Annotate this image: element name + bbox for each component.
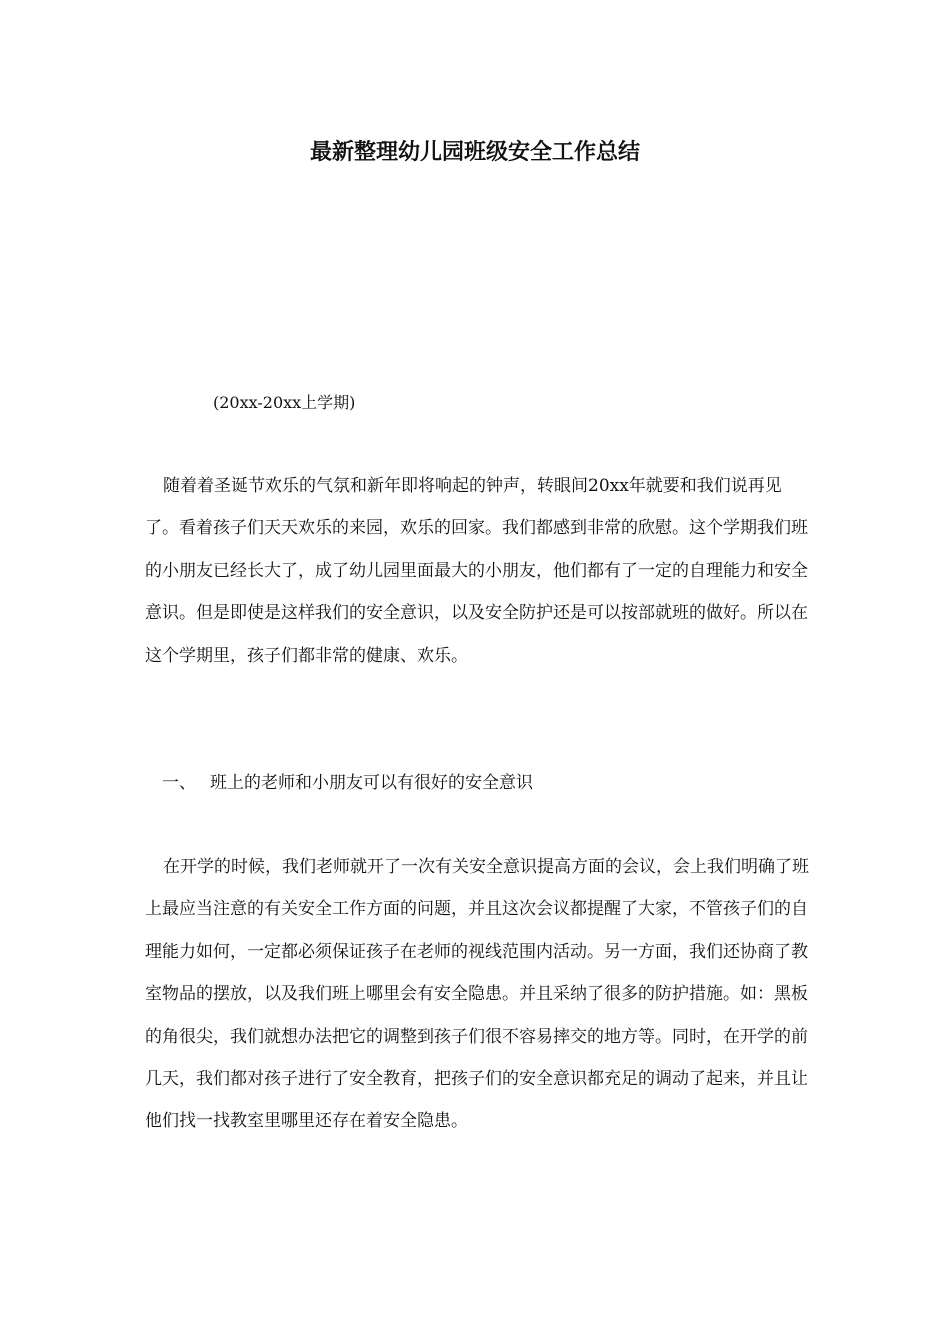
document-title: 最新整理幼儿园班级安全工作总结 — [309, 139, 640, 165]
paragraph-section1: 在开学的时候，我们老师就开了一次有关安全意识提高方面的会议，会上我们明确了班上最应当注意的有关安全工作方面的问题，并且这次会议都提醒了大家，不管孩子们的自理能力如何，一定都必须保证孩子在老师的视线范围内活动。另一方面，我们还协商了教室物品的摆放，以及我们班上哪里会有安全隐患。并且采纳了很多的防护措施。如：黑板的角很尖，我们就想办法把它的调整到孩子们很不容易摔交的地方等。同时，在开学的前几天，我们都对孩子进行了安全教育，把孩子们的安全意识都充足的调动了起来，并且让他们找一找教室里哪里还存在着安全隐患。 — [145, 857, 809, 1132]
document-subtitle: (20xx-20xx上学期) — [213, 393, 356, 412]
section-heading-text: 班上的老师和小朋友可以有很好的安全意识 — [210, 773, 533, 793]
section-number: 一、 — [162, 773, 196, 793]
paragraph-intro: 随着着圣诞节欢乐的气氛和新年即将响起的钟声，转眼间20xx年就要和我们说再见了。看着孩子们天天欢乐的来园，欢乐的回家。我们都感到非常的欣慰。这个学期我们班的小朋友已经长大了，成了幼儿园里面最大的小朋友，他们都有了一定的自理能力和安全意识。但是即使是这样我们的安全意识，以及安全防护还是可以按部就班的做好。所以在这个学期里，孩子们都非常的健康、欢乐。 — [145, 476, 808, 666]
section-heading — [162, 767, 533, 799]
